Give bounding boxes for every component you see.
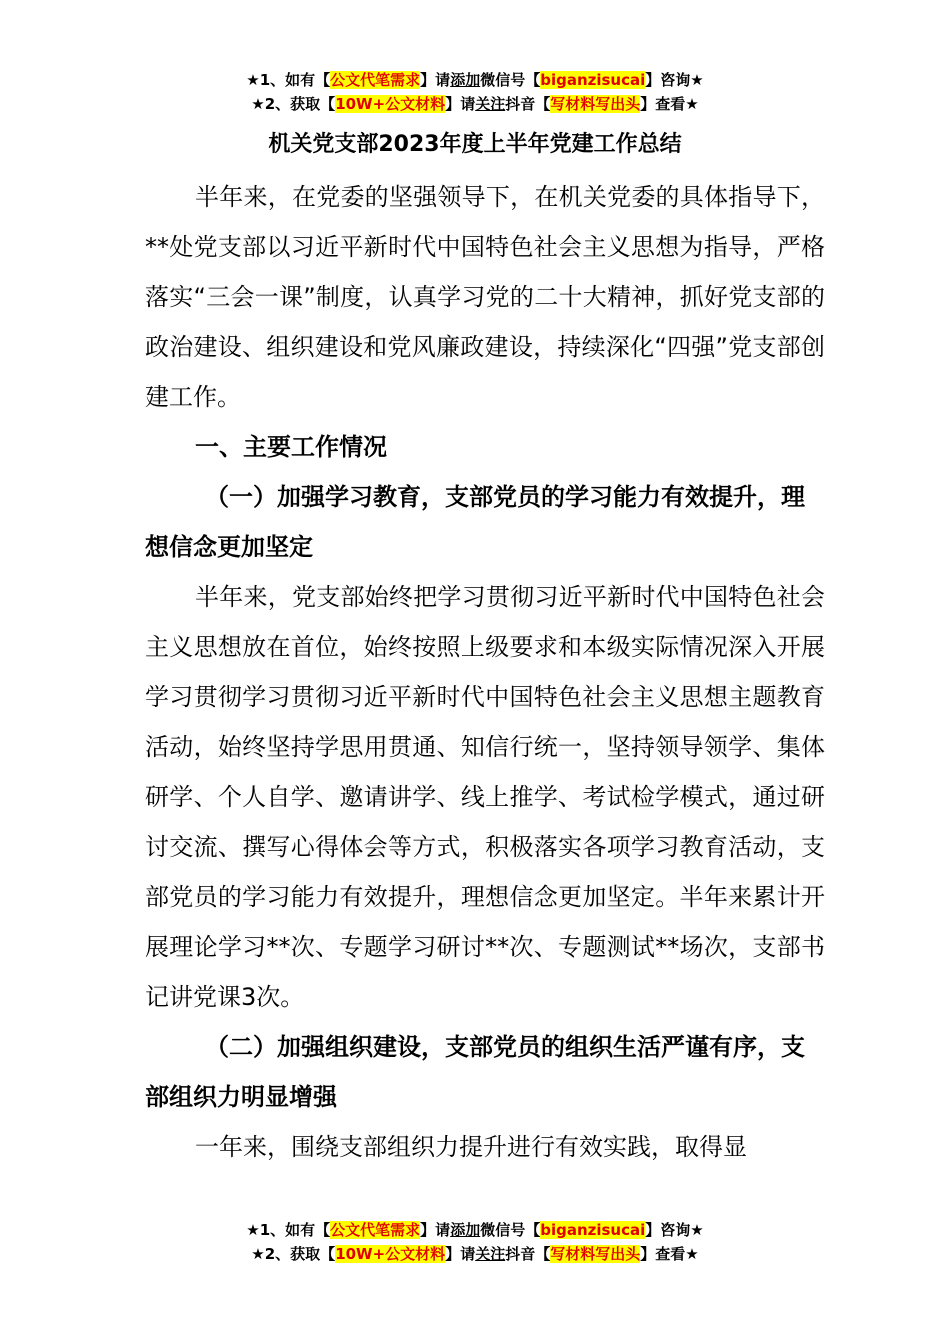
banner-text: ★2、获取【 [251,95,336,113]
banner-highlight-wechat: biganzisucai [540,71,646,89]
top-banner [0,68,950,116]
banner-line-1 [0,1218,950,1242]
banner-text: 抖音【 [505,1245,551,1263]
section-heading-1: 一、主要工作情况 [195,433,387,461]
banner-text: 】请 [445,95,476,113]
subsection-body-1: 半年来，党支部始终把学习贯彻习近平新时代中国特色社会主义思想放在首位，始终按照上级要求和本级实际情况深入开展学习贯彻学习贯彻习近平新时代中国特色社会主义思想主题教育活动，始终坚持学思用贯通、知信行统一，坚持领导领学、集体研学、个人自学、邀请讲学、线上推学、考试检学模式，通过研讨交流、撰写心得体会等方式，积极落实各项学习教育活动，支部党员的学习能力有效提升，理想信念更加坚定。半年来累计开展理论学习**次、专题学习研讨**次、专题测试**场次，支部书记讲党课3次。 [145,583,825,1011]
banner-line-1 [0,68,950,92]
banner-text: ★1、如有【 [246,1221,331,1239]
subsection-heading-2: （二）加强组织建设，支部党员的组织生活严谨有序，支部组织力明显增强 [145,1033,805,1111]
banner-text-add: 添加 [450,1221,481,1239]
banner-highlight-materials: 10W+公文材料 [335,95,446,113]
banner-text: 】请 [420,1221,451,1239]
intro-paragraph: 半年来，在党委的坚强领导下，在机关党委的具体指导下，**处党支部以习近平新时代中国特色社会主义思想为指导，严格落实“三会一课”制度，认真学习党的二十大精神，抓好党支部的政治建设、组织建设和党风廉政建设，持续深化“四强”党支部创建工作。 [145,183,825,411]
banner-text: 】查看★ [640,95,699,113]
bottom-banner [0,1218,950,1266]
banner-highlight-douyin: 写材料写出头 [550,95,641,113]
subsection-body-2: 一年来，围绕支部组织力提升进行有效实践，取得显 [195,1133,747,1161]
banner-text-follow: 关注 [475,1245,506,1263]
banner-line-2 [0,92,950,116]
banner-text-add: 添加 [450,71,481,89]
document-title: 机关党支部2023年度上半年党建工作总结 [268,132,682,157]
document-body [145,172,825,1172]
banner-text: 】咨询★ [645,1221,704,1239]
banner-highlight-materials: 10W+公文材料 [335,1245,446,1263]
banner-text: ★2、获取【 [251,1245,336,1263]
banner-text-follow: 关注 [475,95,506,113]
banner-highlight-service: 公文代笔需求 [330,71,421,89]
banner-highlight-service: 公文代笔需求 [330,1221,421,1239]
banner-text: 微信号【 [480,71,541,89]
banner-text: 抖音【 [505,95,551,113]
subsection-heading-1: （一）加强学习教育，支部党员的学习能力有效提升，理想信念更加坚定 [145,483,805,561]
banner-text: 微信号【 [480,1221,541,1239]
banner-highlight-douyin: 写材料写出头 [550,1245,641,1263]
banner-text: 】查看★ [640,1245,699,1263]
banner-line-2 [0,1242,950,1266]
banner-text: 】请 [445,1245,476,1263]
banner-text: 】咨询★ [645,71,704,89]
banner-highlight-wechat: biganzisucai [540,1221,646,1239]
banner-text: ★1、如有【 [246,71,331,89]
banner-text: 】请 [420,71,451,89]
